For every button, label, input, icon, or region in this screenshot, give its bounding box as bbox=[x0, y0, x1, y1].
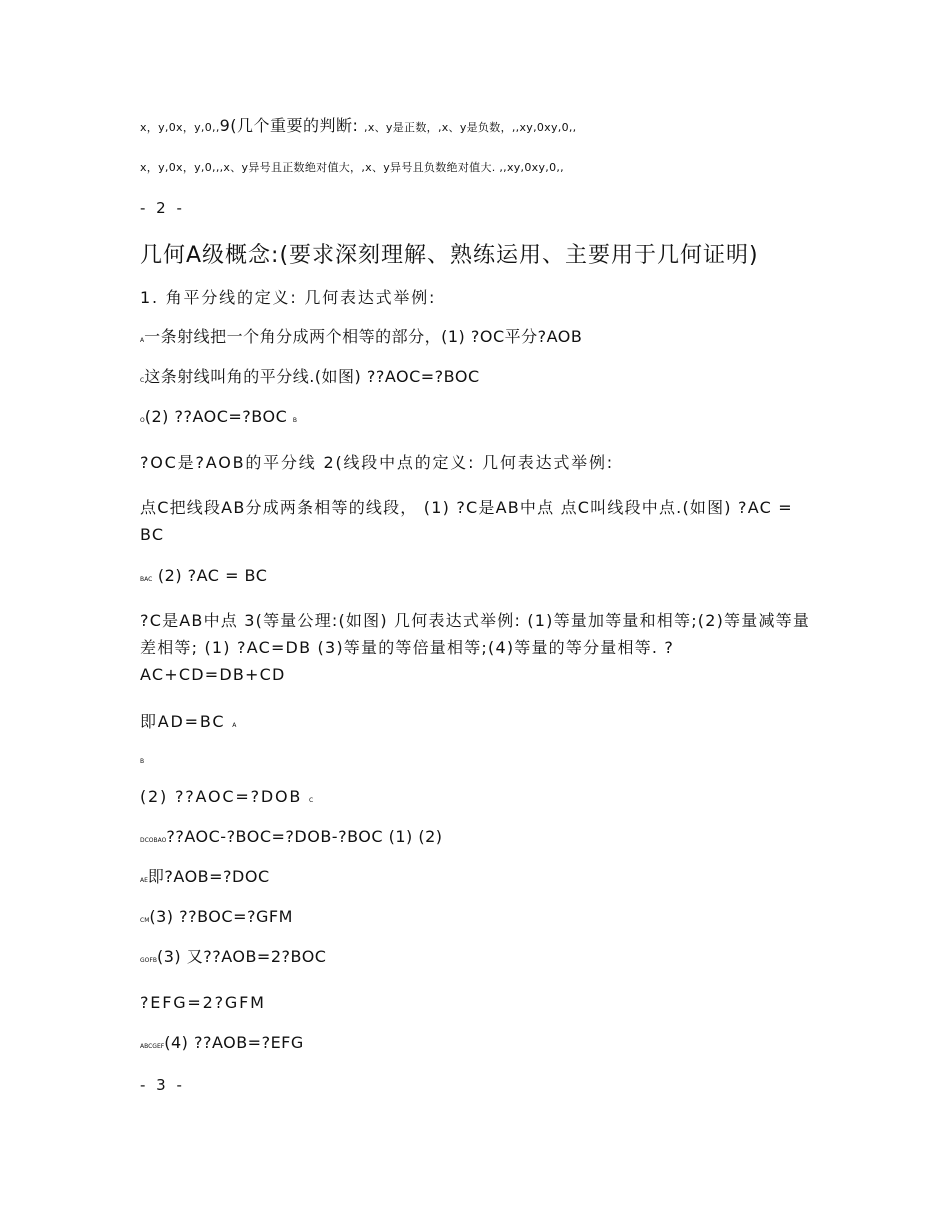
equality-axiom: ?C是AB中点 3(等量公理:(如图) 几何表达式举例: (1)等量加等量和相等;(2)等量减等量差相等; (1) ?AC=DB (3)等量的等倍量相等;(4)等量的等分量相等. ?AC+CD=DB+CD bbox=[140, 611, 811, 684]
figure-label-line bbox=[140, 748, 144, 772]
expression-3: CM(3) ??BOC=?GFM bbox=[140, 907, 293, 926]
figure-label: C bbox=[309, 797, 314, 804]
figure-label: B bbox=[292, 417, 297, 424]
definition-1-title: 1. 角平分线的定义: 几何表达式举例: bbox=[140, 288, 437, 307]
section-heading: 几何A级概念:(要求深刻理解、熟练运用、主要用于几何证明) bbox=[140, 243, 759, 268]
figure-label: O bbox=[140, 417, 145, 424]
page-number-3: - 3 - bbox=[140, 1076, 185, 1094]
expression-subtraction: DCOBAO??AOC-?BOC=?DOB-?BOC (1) (2) bbox=[140, 827, 443, 846]
expression-efg: ?EFG=2?GFM bbox=[140, 993, 266, 1012]
expression-4: ABCGEF(4) ??AOB=?EFG bbox=[140, 1033, 304, 1052]
angle-bisector-line-1: A一条射线把一个角分成两个相等的部分，(1) ?OC平分?AOB bbox=[140, 327, 583, 346]
equality-result: 即AD=BC A bbox=[140, 712, 237, 731]
figure-label: C bbox=[140, 377, 145, 384]
figure-label: GOFB bbox=[140, 957, 157, 964]
angle-bisector-line-2: C这条射线叫角的平分线.(如图) ??AOC=?BOC bbox=[140, 367, 480, 386]
figure-label: ABCGEF bbox=[140, 1043, 165, 1050]
figure-label: B bbox=[140, 758, 145, 765]
figure-label: A bbox=[140, 337, 145, 344]
judgement-line-1: x，y,0x，y,0,,9(几个重要的判断: ,x、y是正数，,x、y是负数，,,xy,0xy,0,, bbox=[140, 116, 577, 135]
midpoint-expression: BAC (2) ?AC = BC bbox=[140, 566, 268, 585]
figure-label: AE bbox=[140, 877, 148, 884]
midpoint-definition: 点C把线段AB分成两条相等的线段， (1) ?C是AB中点 点C叫线段中点.(如图) ?AC = BC bbox=[140, 498, 793, 544]
expression-result: AE即?AOB=?DOC bbox=[140, 867, 270, 886]
expression-2: (2) ??AOC=?DOB C bbox=[140, 787, 314, 806]
figure-label: BAC bbox=[140, 576, 153, 583]
figure-label: A bbox=[232, 722, 237, 729]
figure-label: DCOBAO bbox=[140, 837, 167, 844]
expression-3b: GOFB(3) 又??AOB=2?BOC bbox=[140, 947, 327, 966]
judgement-line-2: x，y,0x，y,0,,,x、y异号且正数绝对值大，,x、y异号且负数绝对值大. ,,xy,0xy,0,, bbox=[140, 161, 564, 174]
page-number-2: - 2 - bbox=[140, 199, 185, 217]
angle-bisector-conclusion: ?OC是?AOB的平分线 2(线段中点的定义: 几何表达式举例: bbox=[140, 453, 614, 472]
figure-label: CM bbox=[140, 917, 150, 924]
angle-bisector-line-3: O(2) ??AOC=?BOC B bbox=[140, 407, 297, 426]
